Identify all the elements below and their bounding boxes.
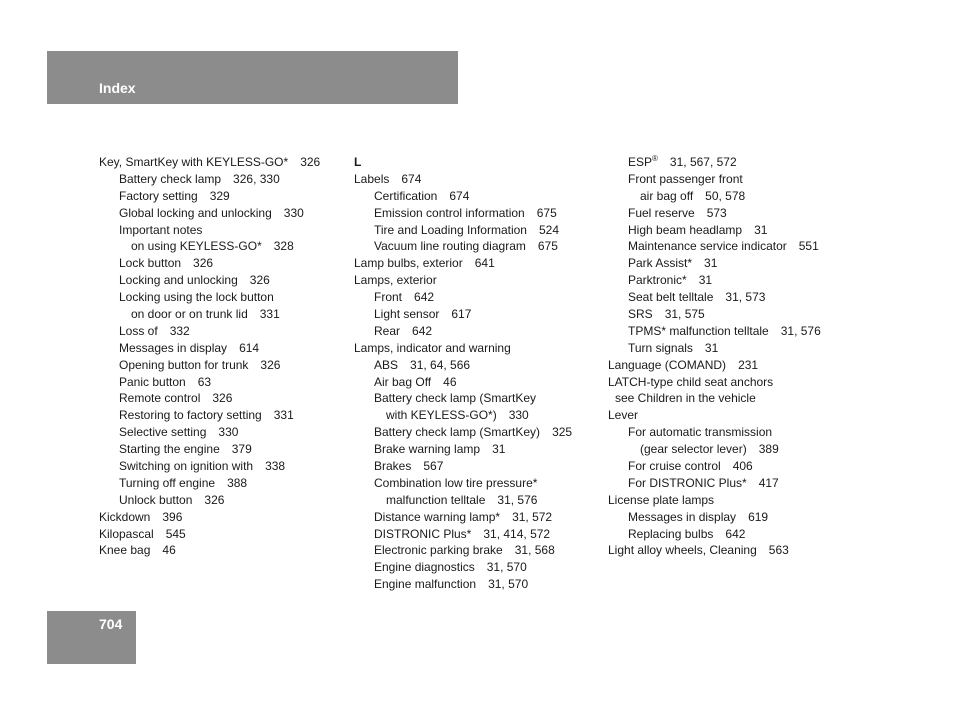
index-term: Fuel reserve xyxy=(628,205,695,220)
page-reference: 31, 575 xyxy=(664,307,705,322)
index-entry xyxy=(99,272,349,289)
index-entry xyxy=(99,542,349,559)
index-column-2 xyxy=(354,154,604,593)
page-reference: 326, 330 xyxy=(233,171,280,186)
index-entry xyxy=(608,188,858,205)
page-reference: 50, 578 xyxy=(705,188,746,203)
index-term: Parktronic* xyxy=(628,273,687,288)
index-entry xyxy=(99,526,349,543)
index-entry xyxy=(608,238,858,255)
page-reference: 417 xyxy=(758,475,779,490)
index-term: Starting the engine xyxy=(119,442,220,457)
index-term: Remote control xyxy=(119,391,201,406)
index-entry xyxy=(608,441,858,458)
page-reference: 31 xyxy=(698,273,713,288)
page-reference: 388 xyxy=(227,475,248,490)
index-entry xyxy=(99,205,349,222)
index-term: Kickdown xyxy=(99,509,151,524)
index-entry xyxy=(354,255,604,272)
index-entry xyxy=(99,306,349,323)
index-entry xyxy=(354,238,604,255)
page-reference: 330 xyxy=(508,408,529,423)
index-entry xyxy=(608,154,858,171)
index-term: Certification xyxy=(374,188,438,203)
page-reference: 396 xyxy=(162,509,183,524)
page-reference: 524 xyxy=(538,222,560,237)
index-entry xyxy=(608,542,858,559)
page-reference: 63 xyxy=(197,374,212,389)
index-term: Front passenger front xyxy=(628,171,743,186)
index-entry xyxy=(608,306,858,323)
page-reference: 567 xyxy=(423,459,444,474)
index-entry xyxy=(354,424,604,441)
index-term: L xyxy=(354,155,362,169)
index-term: Electronic parking brake xyxy=(374,543,503,558)
page-reference: 573 xyxy=(706,205,727,220)
index-entry xyxy=(99,289,349,306)
index-term: Locking using the lock button xyxy=(119,290,274,305)
index-term: High beam headlamp xyxy=(628,222,743,237)
index-entry xyxy=(608,272,858,289)
page-reference: 338 xyxy=(265,459,286,474)
page-reference: 31, 576 xyxy=(497,492,538,507)
index-column-1 xyxy=(99,154,349,559)
index-term: For cruise control xyxy=(628,459,721,474)
index-entry xyxy=(608,509,858,526)
index-term: Engine malfunction xyxy=(374,577,477,592)
index-term: Seat belt telltale xyxy=(628,290,714,305)
index-term: Engine diagnostics xyxy=(374,560,475,575)
index-term: Brakes xyxy=(374,459,412,474)
page-number-tab xyxy=(47,611,136,664)
index-entry xyxy=(354,289,604,306)
index-term: Battery check lamp (SmartKey xyxy=(374,391,537,406)
index-entry xyxy=(608,255,858,272)
index-term: DISTRONIC Plus* xyxy=(374,526,472,541)
index-term: Unlock button xyxy=(119,492,193,507)
index-term: Air bag Off xyxy=(374,374,432,389)
index-term: Park Assist* xyxy=(628,256,693,271)
page-reference: 31, 570 xyxy=(488,577,529,592)
index-term: Kilopascal xyxy=(99,526,154,541)
index-term: For automatic transmission xyxy=(628,425,773,440)
page-reference: 326 xyxy=(260,357,281,372)
page-reference: 332 xyxy=(169,323,190,338)
section-letter xyxy=(354,154,604,171)
page-reference: 675 xyxy=(536,205,557,220)
index-entry xyxy=(354,205,604,222)
index-entry xyxy=(99,509,349,526)
page-reference: 31, 64, 566 xyxy=(410,357,471,372)
page-reference: 379 xyxy=(231,442,252,457)
index-term: ABS xyxy=(374,357,399,372)
index-term: TPMS* malfunction telltale xyxy=(628,323,769,338)
page-reference: 31, 567, 572 xyxy=(669,155,737,169)
index-entry xyxy=(608,289,858,306)
page-reference: 46 xyxy=(162,543,176,558)
index-term: Factory setting xyxy=(119,188,198,203)
page-reference: 619 xyxy=(748,509,769,524)
index-entry xyxy=(354,390,604,407)
page-reference: 642 xyxy=(414,290,435,305)
index-entry xyxy=(99,323,349,340)
index-term: on using KEYLESS-GO* xyxy=(131,239,262,254)
index-entry xyxy=(99,154,349,171)
index-term: For DISTRONIC Plus* xyxy=(628,475,747,490)
index-term: Light alloy wheels, Cleaning xyxy=(608,543,757,558)
index-entry xyxy=(354,323,604,340)
index-entry xyxy=(354,576,604,593)
page-reference: 389 xyxy=(758,442,779,457)
index-term: Selective setting xyxy=(119,425,207,440)
index-term: Combination low tire pressure* xyxy=(374,475,538,490)
index-entry xyxy=(354,222,604,239)
page-reference: 674 xyxy=(401,171,422,186)
index-entry xyxy=(608,222,858,239)
page-reference: 563 xyxy=(768,543,789,558)
index-entry xyxy=(354,559,604,576)
index-term: with KEYLESS-GO*) xyxy=(386,408,497,423)
index-term: Tire and Loading Information xyxy=(374,222,527,237)
index-term: Replacing bulbs xyxy=(628,526,714,541)
index-entry xyxy=(354,374,604,391)
index-entry xyxy=(354,492,604,509)
index-entry xyxy=(354,272,604,289)
page-reference: 406 xyxy=(732,459,753,474)
page-reference: 675 xyxy=(537,239,558,254)
index-term: Lamp bulbs, exterior xyxy=(354,256,463,271)
index-entry xyxy=(354,188,604,205)
index-entry xyxy=(99,441,349,458)
index-entry xyxy=(99,340,349,357)
page-reference: 674 xyxy=(449,188,470,203)
page-reference: 545 xyxy=(165,526,186,541)
header-bar xyxy=(47,51,458,104)
index-term: Battery check lamp xyxy=(119,171,222,186)
page-reference: 31, 572 xyxy=(512,509,553,524)
index-entry xyxy=(608,340,858,357)
index-entry xyxy=(99,357,349,374)
index-term: Maintenance service indicator xyxy=(628,239,787,254)
index-term: Language (COMAND) xyxy=(608,357,727,372)
index-term: Opening button for trunk xyxy=(119,357,249,372)
index-term: Battery check lamp (SmartKey) xyxy=(374,425,541,440)
index-entry xyxy=(99,407,349,424)
index-entry xyxy=(608,458,858,475)
index-term: Front xyxy=(374,290,403,305)
index-entry xyxy=(354,509,604,526)
page-number: 704 xyxy=(99,616,123,632)
index-entry xyxy=(608,171,858,188)
index-term: Brake warning lamp xyxy=(374,442,481,457)
page-reference: 31, 568 xyxy=(514,543,555,558)
index-entry xyxy=(99,492,349,509)
index-entry xyxy=(608,390,858,407)
index-entry xyxy=(354,475,604,492)
page-reference: 617 xyxy=(451,307,472,322)
index-term: malfunction telltale xyxy=(386,492,486,507)
index-entry xyxy=(354,526,604,543)
index-term: Panic button xyxy=(119,374,186,389)
index-term: Turn signals xyxy=(628,340,693,355)
index-entry xyxy=(608,526,858,543)
index-entry xyxy=(99,475,349,492)
index-entry xyxy=(99,255,349,272)
index-term: Rear xyxy=(374,323,401,338)
index-entry xyxy=(99,374,349,391)
index-entry xyxy=(608,424,858,441)
index-term: Lock button xyxy=(119,256,182,271)
index-term: Distance warning lamp* xyxy=(374,509,501,524)
page-reference: 642 xyxy=(412,323,433,338)
index-entry xyxy=(99,424,349,441)
index-term: Restoring to factory setting xyxy=(119,408,262,423)
index-term: Lamps, exterior xyxy=(354,273,437,288)
index-entry xyxy=(99,238,349,255)
page-reference: 331 xyxy=(259,307,280,322)
page-reference: 31, 570 xyxy=(486,560,527,575)
index-entry xyxy=(99,222,349,239)
page-reference: 31, 414, 572 xyxy=(483,526,551,541)
index-entry xyxy=(354,542,604,559)
page-reference: 325 xyxy=(552,425,573,440)
index-entry xyxy=(608,323,858,340)
index-term: Knee bag xyxy=(99,543,151,558)
index-entry xyxy=(354,306,604,323)
page-reference: 331 xyxy=(273,408,294,423)
page-reference: 326 xyxy=(193,256,214,271)
page-reference: 31 xyxy=(754,222,768,237)
index-entry xyxy=(354,407,604,424)
page-reference: 326 xyxy=(249,273,270,288)
index-term: on door or on trunk lid xyxy=(131,307,248,322)
page-reference: 31 xyxy=(704,256,718,271)
index-term: Lamps, indicator and warning xyxy=(354,340,511,355)
index-term: LATCH-type child seat anchors xyxy=(608,374,774,389)
index-term: Messages in display xyxy=(628,509,737,524)
index-term: (gear selector lever) xyxy=(640,442,747,457)
index-term: Lever xyxy=(608,408,639,423)
index-entry xyxy=(608,357,858,374)
page-reference: 330 xyxy=(283,205,304,220)
page-reference: 641 xyxy=(474,256,495,271)
index-term: Turning off engine xyxy=(119,475,216,490)
page-reference: 614 xyxy=(239,340,260,355)
index-term: Vacuum line routing diagram xyxy=(374,239,526,254)
index-entry xyxy=(608,407,858,424)
index-term: Loss of xyxy=(119,323,158,338)
page-reference: 329 xyxy=(209,188,230,203)
index-term: Labels xyxy=(354,171,390,186)
index-term: Messages in display xyxy=(119,340,228,355)
index-term: see Children in the vehicle xyxy=(615,391,756,406)
page-reference: 31 xyxy=(704,340,719,355)
index-entry xyxy=(608,475,858,492)
index-term: Emission control information xyxy=(374,205,525,220)
index-term: Important notes xyxy=(119,222,203,237)
index-term: License plate lamps xyxy=(608,492,715,507)
index-term: Global locking and unlocking xyxy=(119,205,272,220)
page-reference: 326 xyxy=(204,492,225,507)
index-entry xyxy=(99,171,349,188)
page-reference: 31 xyxy=(492,442,506,457)
index-term: Switching on ignition with xyxy=(119,459,254,474)
page-reference: 551 xyxy=(798,239,819,254)
index-term: Light sensor xyxy=(374,307,440,322)
index-term: Locking and unlocking xyxy=(119,273,238,288)
index-entry xyxy=(354,441,604,458)
page-reference: 330 xyxy=(218,425,239,440)
page-reference: 326 xyxy=(212,391,233,406)
index-entry xyxy=(99,188,349,205)
index-term: ESP xyxy=(628,155,653,169)
page-reference: 231 xyxy=(738,357,759,372)
index-entry xyxy=(354,357,604,374)
page-reference: 31, 573 xyxy=(725,290,766,305)
index-entry xyxy=(99,458,349,475)
index-entry xyxy=(99,390,349,407)
index-term: SRS xyxy=(628,307,653,322)
registered-mark: ® xyxy=(652,154,658,163)
index-entry xyxy=(354,171,604,188)
index-entry xyxy=(354,458,604,475)
page-reference: 326 xyxy=(300,155,321,169)
page-reference: 328 xyxy=(273,239,294,254)
index-term: Key, SmartKey with KEYLESS-GO* xyxy=(99,155,289,169)
index-entry xyxy=(608,492,858,509)
index-entry xyxy=(608,205,858,222)
page-reference: 642 xyxy=(725,526,746,541)
index-entry xyxy=(608,374,858,391)
page-reference: 31, 576 xyxy=(780,323,821,338)
index-column-3 xyxy=(608,154,858,559)
page-title: Index xyxy=(99,80,136,96)
index-entry xyxy=(354,340,604,357)
page-reference: 46 xyxy=(443,374,457,389)
index-term: air bag off xyxy=(640,188,694,203)
